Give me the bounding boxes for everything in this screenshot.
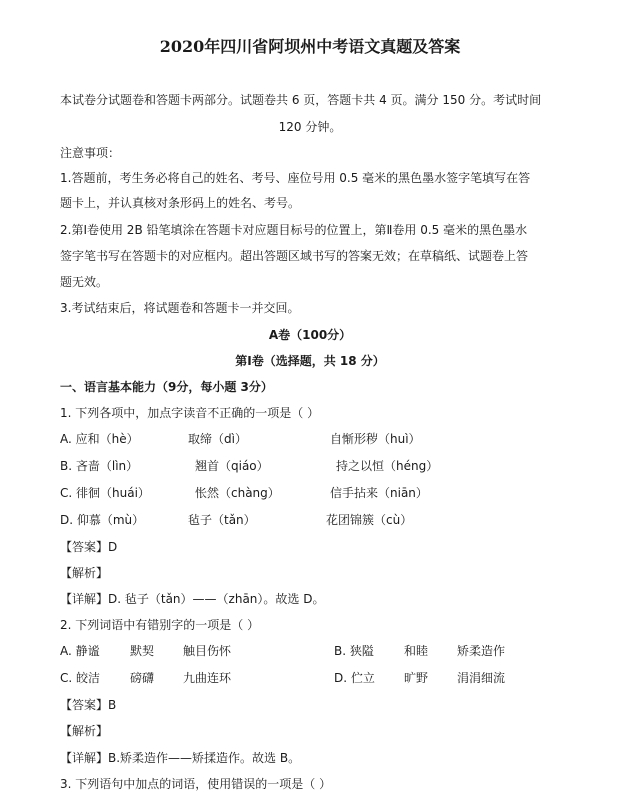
q1-option-b-1: B. 吝啬（lìn） [60,459,139,473]
q2-option-b-2: 和睦 [404,644,429,658]
q2-option-b-1: B. 狭隘 [334,644,374,658]
q2-option-c-3: 九曲连环 [183,671,232,685]
q2-option-a-3: 触目伤怀 [183,644,232,658]
q1-analysis: 【解析】 [60,566,109,580]
q1-option-a-2: 取缔（dì） [188,432,247,446]
q1-option-d-2: 毡子（tǎn） [188,513,256,527]
part-one-heading: 第Ⅰ卷（选择题，共 18 分） [235,354,385,368]
intro-line-2: 120 分钟。 [278,120,342,134]
q1-option-d-1: D. 仰慕（mù） [60,513,145,527]
q1-option-a-3: 自惭形秽（huì） [330,432,421,446]
notice-item-3: 3.考试结束后，将试题卷和答题卡一并交回。 [60,301,300,315]
q2-answer: 【答案】B [60,698,117,712]
q2-option-c-2: 磅礴 [130,671,155,685]
notice-item-2-line-3: 题无效。 [60,275,109,289]
q2-option-d-1: D. 伫立 [334,671,375,685]
intro-line-1: 本试卷分试题卷和答题卡两部分。试题卷共 6 页，答题卡共 4 页。满分 150 分。考试时间 [60,93,542,107]
q2-option-a-1: A. 静谧 [60,644,100,658]
notice-item-2-line-1: 2.第Ⅰ卷使用 2B 铅笔填涂在答题卡对应题目标号的位置上，第Ⅱ卷用 0.5 毫米的黑色墨水 [60,223,528,237]
notice-heading: 注意事项： [60,146,121,160]
q2-option-b-3: 矫柔造作 [457,644,506,658]
notice-item-1-line-1: 1.答题前，考生务必将自己的姓名、考号、座位号用 0.5 毫米的黑色墨水签字笔填写在答 [60,171,531,185]
section-a-heading: A卷（100分） [268,328,352,342]
q2-stem: 2. 下列词语中有错别字的一项是（ ） [60,618,260,632]
q3-stem: 3. 下列语句中加点的词语，使用错误的一项是（ ） [60,777,332,791]
section-heading: 一、语言基本能力（9分，每小题 3分） [60,380,273,394]
document-title: 2020年四川省阿坝州中考语文真题及答案 [159,37,461,56]
q2-option-c-1: C. 皎洁 [60,671,101,685]
q1-option-c-1: C. 徘徊（huái） [60,486,150,500]
q2-detail: 【详解】B.矫柔造作——矫揉造作。故选 B。 [60,751,301,765]
notice-item-2-line-2: 签字笔书写在答题卡的对应框内。超出答题区域书写的答案无效；在草稿纸、试题卷上答 [60,249,529,263]
q1-option-c-3: 信手拈来（niān） [330,486,428,500]
q1-option-a-1: A. 应和（hè） [60,432,139,446]
q2-analysis: 【解析】 [60,724,109,738]
q1-option-b-3: 持之以恒（héng） [336,459,439,473]
q1-option-c-2: 怅然（chàng） [195,486,280,500]
q2-option-d-3: 涓涓细流 [457,671,506,685]
q1-stem: 1. 下列各项中，加点字读音不正确的一项是（ ） [60,406,320,420]
q1-option-b-2: 翘首（qiáo） [195,459,269,473]
q1-detail: 【详解】D. 毡子（tǎn）——（zhān）。故选 D。 [60,592,325,606]
q1-answer: 【答案】D [60,540,118,554]
q2-option-d-2: 旷野 [404,671,429,685]
q2-option-a-2: 默契 [130,644,155,658]
q1-option-d-3: 花团锦簇（cù） [326,513,413,527]
notice-item-1-line-2: 题卡上，并认真核对条形码上的姓名、考号。 [60,196,301,210]
